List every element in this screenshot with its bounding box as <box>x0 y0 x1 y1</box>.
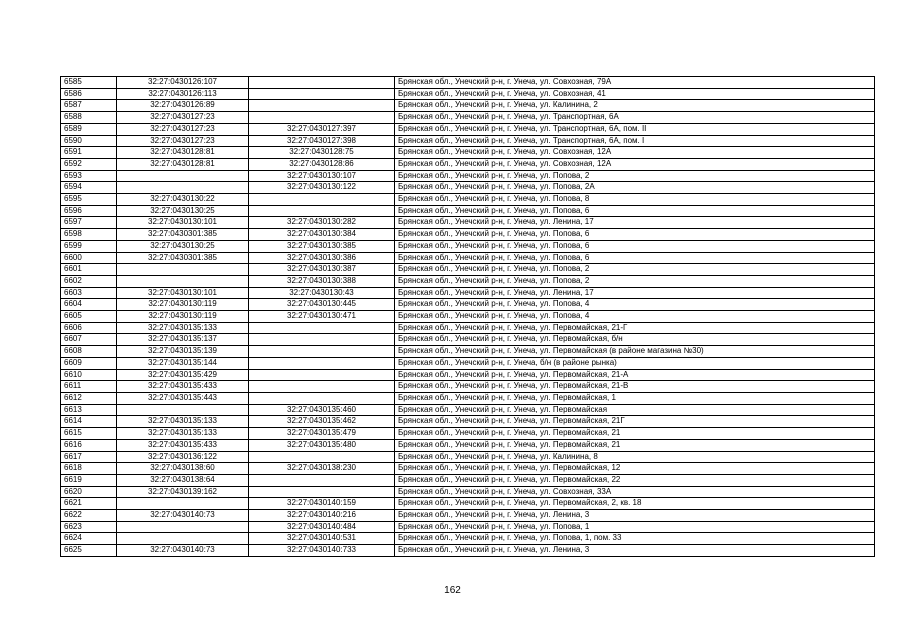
row-number-cell: 6602 <box>61 275 117 287</box>
parcel-number-cell: 32:27:0430126:107 <box>117 77 249 89</box>
registry-table-body <box>61 77 875 557</box>
parcel-number-cell: 32:27:0430301:385 <box>117 229 249 241</box>
table-row <box>61 311 875 323</box>
object-number-cell <box>249 357 395 369</box>
address-cell: Брянская обл., Унечский р-н, г. Унеча, ул. Совхозная, 41 <box>395 88 875 100</box>
address-cell: Брянская обл., Унечский р-н, г. Унеча, б/н (в районе рынка) <box>395 357 875 369</box>
parcel-number-cell: 32:27:0430130:119 <box>117 311 249 323</box>
object-number-cell: 32:27:0430128:75 <box>249 147 395 159</box>
object-number-cell <box>249 392 395 404</box>
row-number-cell: 6591 <box>61 147 117 159</box>
address-cell: Брянская обл., Унечский р-н, г. Унеча, ул. Первомайская (в районе магазина №30) <box>395 346 875 358</box>
parcel-number-cell <box>117 182 249 194</box>
address-cell: Брянская обл., Унечский р-н, г. Унеча, ул. Попова, 1, пом. 33 <box>395 533 875 545</box>
table-row <box>61 486 875 498</box>
parcel-number-cell <box>117 170 249 182</box>
row-number-cell: 6586 <box>61 88 117 100</box>
address-cell: Брянская обл., Унечский р-н, г. Унеча, ул. Ленина, 17 <box>395 217 875 229</box>
row-number-cell: 6601 <box>61 264 117 276</box>
parcel-number-cell: 32:27:0430140:73 <box>117 545 249 557</box>
address-cell: Брянская обл., Унечский р-н, г. Унеча, ул. Попова, 2 <box>395 170 875 182</box>
table-row <box>61 229 875 241</box>
parcel-number-cell: 32:27:0430135:139 <box>117 346 249 358</box>
address-cell: Брянская обл., Унечский р-н, г. Унеча, ул. Попова, 2 <box>395 264 875 276</box>
object-number-cell: 32:27:0430130:107 <box>249 170 395 182</box>
object-number-cell: 32:27:0430130:384 <box>249 229 395 241</box>
object-number-cell: 32:27:0430130:388 <box>249 275 395 287</box>
address-cell: Брянская обл., Унечский р-н, г. Унеча, ул. Транспортная, 6А, пом. I <box>395 135 875 147</box>
object-number-cell: 32:27:0430130:122 <box>249 182 395 194</box>
parcel-number-cell: 32:27:0430135:443 <box>117 392 249 404</box>
row-number-cell: 6597 <box>61 217 117 229</box>
row-number-cell: 6622 <box>61 510 117 522</box>
address-cell: Брянская обл., Унечский р-н, г. Унеча, ул. Первомайская, 21-В <box>395 381 875 393</box>
object-number-cell <box>249 322 395 334</box>
table-row <box>61 299 875 311</box>
row-number-cell: 6607 <box>61 334 117 346</box>
row-number-cell: 6599 <box>61 240 117 252</box>
row-number-cell: 6590 <box>61 135 117 147</box>
address-cell: Брянская обл., Унечский р-н, г. Унеча, ул. Попова, 6 <box>395 240 875 252</box>
object-number-cell: 32:27:0430138:230 <box>249 463 395 475</box>
object-number-cell: 32:27:0430135:460 <box>249 404 395 416</box>
row-number-cell: 6587 <box>61 100 117 112</box>
row-number-cell: 6615 <box>61 428 117 440</box>
table-row <box>61 521 875 533</box>
address-cell: Брянская обл., Унечский р-н, г. Унеча, ул. Попова, 1 <box>395 521 875 533</box>
table-row <box>61 170 875 182</box>
object-number-cell <box>249 205 395 217</box>
parcel-number-cell: 32:27:0430136:122 <box>117 451 249 463</box>
address-cell: Брянская обл., Унечский р-н, г. Унеча, ул. Ленина, 3 <box>395 545 875 557</box>
address-cell: Брянская обл., Унечский р-н, г. Унеча, ул. Ленина, 17 <box>395 287 875 299</box>
parcel-number-cell <box>117 264 249 276</box>
parcel-number-cell: 32:27:0430135:133 <box>117 428 249 440</box>
address-cell: Брянская обл., Унечский р-н, г. Унеча, ул. Попова, 4 <box>395 311 875 323</box>
address-cell: Брянская обл., Унечский р-н, г. Унеча, ул. Совхозная, 12А <box>395 147 875 159</box>
table-row <box>61 439 875 451</box>
parcel-number-cell: 32:27:0430127:23 <box>117 135 249 147</box>
object-number-cell <box>249 381 395 393</box>
table-row <box>61 404 875 416</box>
address-cell: Брянская обл., Унечский р-н, г. Унеча, ул. Попова, 6 <box>395 205 875 217</box>
parcel-number-cell: 32:27:0430130:25 <box>117 240 249 252</box>
table-row <box>61 498 875 510</box>
parcel-number-cell: 32:27:0430130:101 <box>117 217 249 229</box>
object-number-cell: 32:27:0430140:216 <box>249 510 395 522</box>
table-row <box>61 77 875 89</box>
table-row <box>61 264 875 276</box>
row-number-cell: 6600 <box>61 252 117 264</box>
address-cell: Брянская обл., Унечский р-н, г. Унеча, ул. Первомайская, 21-Г <box>395 322 875 334</box>
address-cell: Брянская обл., Унечский р-н, г. Унеча, ул. Первомайская <box>395 404 875 416</box>
row-number-cell: 6618 <box>61 463 117 475</box>
address-cell: Брянская обл., Унечский р-н, г. Унеча, ул. Первомайская, 21 <box>395 439 875 451</box>
page-number: 162 <box>444 585 461 596</box>
table-row <box>61 182 875 194</box>
row-number-cell: 6612 <box>61 392 117 404</box>
row-number-cell: 6606 <box>61 322 117 334</box>
parcel-number-cell: 32:27:0430130:101 <box>117 287 249 299</box>
address-cell: Брянская обл., Унечский р-н, г. Унеча, ул. Попова, 6 <box>395 252 875 264</box>
parcel-number-cell: 32:27:0430127:23 <box>117 112 249 124</box>
address-cell: Брянская обл., Унечский р-н, г. Унеча, ул. Попова, 6 <box>395 229 875 241</box>
row-number-cell: 6585 <box>61 77 117 89</box>
object-number-cell <box>249 451 395 463</box>
row-number-cell: 6608 <box>61 346 117 358</box>
parcel-number-cell: 32:27:0430301:385 <box>117 252 249 264</box>
row-number-cell: 6619 <box>61 474 117 486</box>
row-number-cell: 6614 <box>61 416 117 428</box>
object-number-cell <box>249 77 395 89</box>
row-number-cell: 6623 <box>61 521 117 533</box>
parcel-number-cell: 32:27:0430135:144 <box>117 357 249 369</box>
parcel-number-cell: 32:27:0430126:89 <box>117 100 249 112</box>
object-number-cell: 32:27:0430140:733 <box>249 545 395 557</box>
object-number-cell <box>249 112 395 124</box>
row-number-cell: 6605 <box>61 311 117 323</box>
parcel-number-cell <box>117 521 249 533</box>
row-number-cell: 6603 <box>61 287 117 299</box>
object-number-cell: 32:27:0430128:86 <box>249 158 395 170</box>
table-row <box>61 416 875 428</box>
table-row <box>61 357 875 369</box>
table-row <box>61 334 875 346</box>
parcel-number-cell: 32:27:0430130:119 <box>117 299 249 311</box>
table-row <box>61 369 875 381</box>
parcel-number-cell: 32:27:0430135:133 <box>117 322 249 334</box>
address-cell: Брянская обл., Унечский р-н, г. Унеча, ул. Попова, 8 <box>395 194 875 206</box>
table-row <box>61 135 875 147</box>
parcel-number-cell: 32:27:0430138:60 <box>117 463 249 475</box>
table-row <box>61 428 875 440</box>
table-row <box>61 322 875 334</box>
address-cell: Брянская обл., Унечский р-н, г. Унеча, ул. Первомайская, 21-А <box>395 369 875 381</box>
parcel-number-cell: 32:27:0430126:113 <box>117 88 249 100</box>
table-row <box>61 545 875 557</box>
parcel-number-cell: 32:27:0430135:433 <box>117 381 249 393</box>
table-row <box>61 217 875 229</box>
address-cell: Брянская обл., Унечский р-н, г. Унеча, ул. Попова, 2А <box>395 182 875 194</box>
address-cell: Брянская обл., Унечский р-н, г. Унеча, ул. Совхозная, 33А <box>395 486 875 498</box>
table-row <box>61 123 875 135</box>
table-row <box>61 194 875 206</box>
row-number-cell: 6621 <box>61 498 117 510</box>
object-number-cell: 32:27:0430130:387 <box>249 264 395 276</box>
row-number-cell: 6588 <box>61 112 117 124</box>
object-number-cell: 32:27:0430140:531 <box>249 533 395 545</box>
parcel-number-cell: 32:27:0430138:64 <box>117 474 249 486</box>
object-number-cell: 32:27:0430130:471 <box>249 311 395 323</box>
row-number-cell: 6625 <box>61 545 117 557</box>
address-cell: Брянская обл., Унечский р-н, г. Унеча, ул. Первомайская, 2, кв. 18 <box>395 498 875 510</box>
object-number-cell: 32:27:0430135:479 <box>249 428 395 440</box>
address-cell: Брянская обл., Унечский р-н, г. Унеча, ул. Совхозная, 12А <box>395 158 875 170</box>
parcel-number-cell: 32:27:0430128:81 <box>117 158 249 170</box>
object-number-cell: 32:27:0430130:445 <box>249 299 395 311</box>
address-cell: Брянская обл., Унечский р-н, г. Унеча, ул. Первомайская, 21Г <box>395 416 875 428</box>
parcel-number-cell: 32:27:0430135:433 <box>117 439 249 451</box>
object-number-cell <box>249 88 395 100</box>
row-number-cell: 6611 <box>61 381 117 393</box>
object-number-cell: 32:27:0430130:386 <box>249 252 395 264</box>
row-number-cell: 6598 <box>61 229 117 241</box>
address-cell: Брянская обл., Унечский р-н, г. Унеча, ул. Калинина, 8 <box>395 451 875 463</box>
parcel-number-cell: 32:27:0430127:23 <box>117 123 249 135</box>
address-cell: Брянская обл., Унечский р-н, г. Унеча, ул. Попова, 4 <box>395 299 875 311</box>
parcel-number-cell <box>117 533 249 545</box>
table-row <box>61 252 875 264</box>
object-number-cell <box>249 369 395 381</box>
object-number-cell: 32:27:0430127:398 <box>249 135 395 147</box>
object-number-cell: 32:27:0430127:397 <box>249 123 395 135</box>
object-number-cell: 32:27:0430140:484 <box>249 521 395 533</box>
object-number-cell: 32:27:0430130:385 <box>249 240 395 252</box>
row-number-cell: 6613 <box>61 404 117 416</box>
table-row <box>61 100 875 112</box>
object-number-cell <box>249 194 395 206</box>
object-number-cell <box>249 486 395 498</box>
parcel-number-cell: 32:27:0430139:162 <box>117 486 249 498</box>
address-cell: Брянская обл., Унечский р-н, г. Унеча, ул. Первомайская, 1 <box>395 392 875 404</box>
object-number-cell: 32:27:0430135:462 <box>249 416 395 428</box>
table-row <box>61 474 875 486</box>
row-number-cell: 6593 <box>61 170 117 182</box>
row-number-cell: 6617 <box>61 451 117 463</box>
parcel-number-cell <box>117 404 249 416</box>
parcel-number-cell: 32:27:0430135:429 <box>117 369 249 381</box>
table-row <box>61 451 875 463</box>
table-row <box>61 510 875 522</box>
table-row <box>61 147 875 159</box>
table-row <box>61 533 875 545</box>
row-number-cell: 6596 <box>61 205 117 217</box>
table-row <box>61 88 875 100</box>
object-number-cell: 32:27:0430135:480 <box>249 439 395 451</box>
row-number-cell: 6594 <box>61 182 117 194</box>
address-cell: Брянская обл., Унечский р-н, г. Унеча, ул. Первомайская, 21 <box>395 428 875 440</box>
address-cell: Брянская обл., Унечский р-н, г. Унеча, ул. Калинина, 2 <box>395 100 875 112</box>
parcel-number-cell: 32:27:0430128:81 <box>117 147 249 159</box>
parcel-number-cell: 32:27:0430130:22 <box>117 194 249 206</box>
object-number-cell: 32:27:0430140:159 <box>249 498 395 510</box>
object-number-cell <box>249 334 395 346</box>
address-cell: Брянская обл., Унечский р-н, г. Унеча, ул. Транспортная, 6А <box>395 112 875 124</box>
object-number-cell <box>249 474 395 486</box>
parcel-number-cell <box>117 498 249 510</box>
object-number-cell: 32:27:0430130:282 <box>249 217 395 229</box>
parcel-number-cell: 32:27:0430140:73 <box>117 510 249 522</box>
row-number-cell: 6592 <box>61 158 117 170</box>
row-number-cell: 6589 <box>61 123 117 135</box>
address-cell: Брянская обл., Унечский р-н, г. Унеча, ул. Первомайская, б/н <box>395 334 875 346</box>
parcel-number-cell: 32:27:0430130:25 <box>117 205 249 217</box>
table-row <box>61 112 875 124</box>
row-number-cell: 6609 <box>61 357 117 369</box>
row-number-cell: 6616 <box>61 439 117 451</box>
table-row <box>61 287 875 299</box>
parcel-number-cell: 32:27:0430135:137 <box>117 334 249 346</box>
address-cell: Брянская обл., Унечский р-н, г. Унеча, ул. Совхозная, 79А <box>395 77 875 89</box>
table-row <box>61 275 875 287</box>
table-row <box>61 205 875 217</box>
address-cell: Брянская обл., Унечский р-н, г. Унеча, ул. Транспортная, 6А, пом. II <box>395 123 875 135</box>
table-row <box>61 463 875 475</box>
row-number-cell: 6610 <box>61 369 117 381</box>
row-number-cell: 6595 <box>61 194 117 206</box>
table-row <box>61 240 875 252</box>
table-row <box>61 381 875 393</box>
address-cell: Брянская обл., Унечский р-н, г. Унеча, ул. Ленина, 3 <box>395 510 875 522</box>
object-number-cell <box>249 100 395 112</box>
table-row <box>61 346 875 358</box>
row-number-cell: 6624 <box>61 533 117 545</box>
registry-table <box>60 76 875 557</box>
address-cell: Брянская обл., Унечский р-н, г. Унеча, ул. Первомайская, 12 <box>395 463 875 475</box>
parcel-number-cell <box>117 275 249 287</box>
table-row <box>61 158 875 170</box>
address-cell: Брянская обл., Унечский р-н, г. Унеча, ул. Первомайская, 22 <box>395 474 875 486</box>
address-cell: Брянская обл., Унечский р-н, г. Унеча, ул. Попова, 2 <box>395 275 875 287</box>
parcel-number-cell: 32:27:0430135:133 <box>117 416 249 428</box>
row-number-cell: 6604 <box>61 299 117 311</box>
object-number-cell <box>249 346 395 358</box>
object-number-cell: 32:27:0430130:43 <box>249 287 395 299</box>
table-row <box>61 392 875 404</box>
row-number-cell: 6620 <box>61 486 117 498</box>
